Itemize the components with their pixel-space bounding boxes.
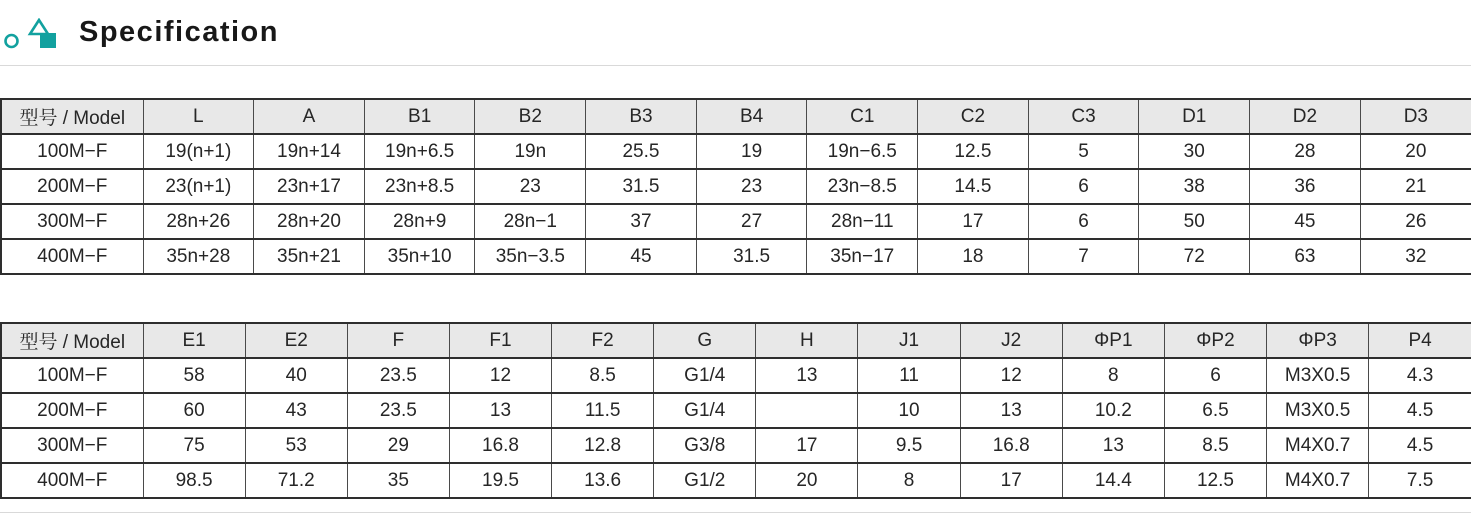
value-cell: 6 [1028,204,1139,239]
value-cell: 19 [696,134,807,169]
column-header: E1 [143,323,245,358]
column-header: B4 [696,99,807,134]
model-cell: 300M−F [1,428,143,463]
geometric-shapes-icon [3,18,61,50]
column-header: D1 [1139,99,1250,134]
value-cell: 13 [960,393,1062,428]
value-cell: 12.5 [1164,463,1266,498]
value-cell: 75 [143,428,245,463]
column-header: C2 [918,99,1029,134]
value-cell: 10.2 [1062,393,1164,428]
column-header: L [143,99,254,134]
model-cell: 200M−F [1,393,143,428]
value-cell: 40 [245,358,347,393]
value-cell: 18 [918,239,1029,274]
value-cell: 50 [1139,204,1250,239]
value-cell: 35n+10 [364,239,475,274]
value-cell: 38 [1139,169,1250,204]
value-cell: 8.5 [1164,428,1266,463]
value-cell: 23(n+1) [143,169,254,204]
value-cell: 16.8 [960,428,1062,463]
value-cell: 23 [475,169,586,204]
value-cell: 23n+17 [254,169,365,204]
section-header [0,0,1471,65]
value-cell: 4.5 [1369,393,1471,428]
column-header: P4 [1369,323,1471,358]
value-cell: 9.5 [858,428,960,463]
table-row [1,204,1471,239]
value-cell: 23 [696,169,807,204]
value-cell: 13 [756,358,858,393]
table-row [1,428,1471,463]
value-cell: 13.6 [552,463,654,498]
header-divider [0,65,1471,66]
value-cell [756,393,858,428]
value-cell: 63 [1250,239,1361,274]
value-cell: 72 [1139,239,1250,274]
value-cell: 23.5 [347,393,449,428]
column-header: D3 [1360,99,1471,134]
value-cell: M3X0.5 [1267,393,1369,428]
column-header: G [654,323,756,358]
value-cell: 36 [1250,169,1361,204]
header-row [1,323,1471,358]
value-cell: 6.5 [1164,393,1266,428]
value-cell: 17 [918,204,1029,239]
column-header: E2 [245,323,347,358]
value-cell: 13 [449,393,551,428]
column-header: F [347,323,449,358]
value-cell: 10 [858,393,960,428]
value-cell: M4X0.7 [1267,428,1369,463]
model-cell: 100M−F [1,134,143,169]
model-cell: 100M−F [1,358,143,393]
table-row [1,358,1471,393]
column-header: H [756,323,858,358]
value-cell: 28n+9 [364,204,475,239]
column-header: ΦP1 [1062,323,1164,358]
column-header: ΦP2 [1164,323,1266,358]
value-cell: G1/2 [654,463,756,498]
table-row [1,169,1471,204]
header-row [1,99,1471,134]
value-cell: 14.4 [1062,463,1164,498]
value-cell: 35n−3.5 [475,239,586,274]
value-cell: 12.5 [918,134,1029,169]
value-cell: 23n+8.5 [364,169,475,204]
value-cell: 37 [586,204,697,239]
value-cell: 28 [1250,134,1361,169]
value-cell: 19n+14 [254,134,365,169]
model-cell: 200M−F [1,169,143,204]
value-cell: 7 [1028,239,1139,274]
value-cell: 35n−17 [807,239,918,274]
value-cell: M4X0.7 [1267,463,1369,498]
value-cell: 28n−11 [807,204,918,239]
column-header: A [254,99,365,134]
value-cell: 28n+20 [254,204,365,239]
value-cell: 27 [696,204,807,239]
value-cell: 12 [449,358,551,393]
value-cell: 19n [475,134,586,169]
value-cell: 43 [245,393,347,428]
value-cell: 25.5 [586,134,697,169]
value-cell: 12.8 [552,428,654,463]
value-cell: 31.5 [586,169,697,204]
value-cell: G1/4 [654,358,756,393]
value-cell: 26 [1360,204,1471,239]
value-cell: 35 [347,463,449,498]
model-cell: 400M−F [1,463,143,498]
value-cell: 23.5 [347,358,449,393]
value-cell: 23n−8.5 [807,169,918,204]
value-cell: 30 [1139,134,1250,169]
spec-table-2 [0,322,1471,499]
value-cell: 71.2 [245,463,347,498]
value-cell: 16.8 [449,428,551,463]
value-cell: 35n+21 [254,239,365,274]
column-header: B3 [586,99,697,134]
model-column-header: 型号 / Model [1,323,143,358]
value-cell: 20 [756,463,858,498]
value-cell: 13 [1062,428,1164,463]
value-cell: 4.5 [1369,428,1471,463]
column-header: B1 [364,99,475,134]
value-cell: 6 [1028,169,1139,204]
value-cell: 7.5 [1369,463,1471,498]
value-cell: G3/8 [654,428,756,463]
value-cell: 35n+28 [143,239,254,274]
column-header: ΦP3 [1267,323,1369,358]
value-cell: 98.5 [143,463,245,498]
column-header: C3 [1028,99,1139,134]
value-cell: M3X0.5 [1267,358,1369,393]
value-cell: 5 [1028,134,1139,169]
value-cell: 17 [960,463,1062,498]
value-cell: 53 [245,428,347,463]
spec-table-1 [0,98,1471,275]
value-cell: 19n+6.5 [364,134,475,169]
value-cell: 20 [1360,134,1471,169]
value-cell: 4.3 [1369,358,1471,393]
value-cell: 45 [1250,204,1361,239]
table-row [1,463,1471,498]
table-row [1,239,1471,274]
model-column-header: 型号 / Model [1,99,143,134]
model-cell: 300M−F [1,204,143,239]
bottom-divider [0,512,1471,513]
column-header: J1 [858,323,960,358]
column-header: J2 [960,323,1062,358]
value-cell: 58 [143,358,245,393]
value-cell: 14.5 [918,169,1029,204]
column-header: D2 [1250,99,1361,134]
value-cell: 11 [858,358,960,393]
table-row [1,134,1471,169]
column-header: F2 [552,323,654,358]
column-header: C1 [807,99,918,134]
value-cell: 6 [1164,358,1266,393]
value-cell: 19(n+1) [143,134,254,169]
value-cell: 45 [586,239,697,274]
value-cell: 21 [1360,169,1471,204]
value-cell: 8 [858,463,960,498]
value-cell: 19.5 [449,463,551,498]
value-cell: 8.5 [552,358,654,393]
value-cell: 60 [143,393,245,428]
column-header: B2 [475,99,586,134]
value-cell: 12 [960,358,1062,393]
column-header: F1 [449,323,551,358]
page-title: Specification [79,16,279,48]
value-cell: 8 [1062,358,1164,393]
value-cell: 31.5 [696,239,807,274]
value-cell: G1/4 [654,393,756,428]
value-cell: 32 [1360,239,1471,274]
value-cell: 29 [347,428,449,463]
value-cell: 17 [756,428,858,463]
value-cell: 28n−1 [475,204,586,239]
value-cell: 11.5 [552,393,654,428]
value-cell: 19n−6.5 [807,134,918,169]
table-row [1,393,1471,428]
value-cell: 28n+26 [143,204,254,239]
model-cell: 400M−F [1,239,143,274]
